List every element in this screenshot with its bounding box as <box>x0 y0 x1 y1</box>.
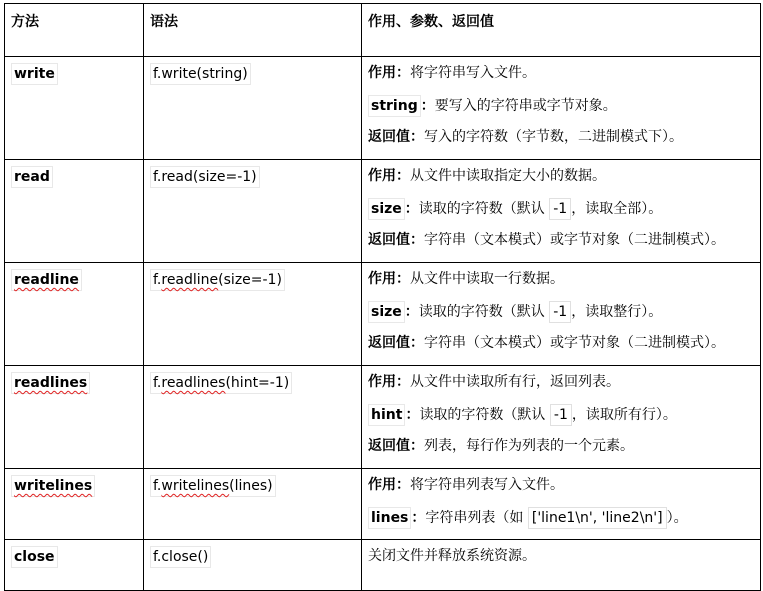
param-label: string <box>368 95 421 117</box>
syntax-part: writelines <box>161 478 230 494</box>
desc-text: 读取的字符数（默认 <box>418 304 550 320</box>
syntax-part: (lines) <box>229 478 273 494</box>
description-cell <box>362 540 761 591</box>
table-row <box>5 263 761 366</box>
syntax-part: f. <box>153 375 162 391</box>
desc-label: 返回值 <box>368 129 410 145</box>
method-cell <box>5 263 144 366</box>
desc-text: 从文件中读取所有行，返回列表。 <box>410 374 620 390</box>
syntax-code: f.close() <box>150 546 211 568</box>
syntax-cell <box>144 57 362 160</box>
desc-line: string ：要写入的字符串或字节对象。 <box>368 95 754 127</box>
desc-line: lines ：字符串列表（如 ['line1\n', 'line2\n'] ）。 <box>368 507 754 539</box>
table-row <box>5 469 761 540</box>
desc-line: 作用：从文件中读取所有行，返回列表。 <box>368 374 620 390</box>
syntax-code <box>150 475 276 497</box>
methods-table <box>4 3 761 591</box>
description-cell <box>362 160 761 263</box>
desc-text: 将字符串写入文件。 <box>410 65 536 81</box>
table-row <box>5 57 761 160</box>
param-label: size <box>368 301 405 323</box>
inline-code: -1 <box>549 301 571 323</box>
syntax-part: (hint=-1) <box>225 375 290 391</box>
desc-text: 从文件中读取一行数据。 <box>410 271 564 287</box>
method-cell <box>5 469 144 540</box>
desc-label: 作用 <box>368 374 396 390</box>
syntax-part: f. <box>153 272 162 288</box>
method-name: write <box>11 63 58 85</box>
syntax-cell <box>144 540 362 591</box>
desc-line: 作用：将字符串列表写入文件。 <box>368 477 564 493</box>
desc-label: 返回值 <box>368 232 410 248</box>
desc-text: ，读取整行）。 <box>571 304 663 320</box>
header-description: 作用、参数、返回值 <box>362 4 761 57</box>
syntax-cell <box>144 263 362 366</box>
method-name: close <box>11 546 58 568</box>
syntax-part: readline <box>161 272 219 288</box>
desc-label: 返回值 <box>368 438 410 454</box>
desc-line: 作用：从文件中读取指定大小的数据。 <box>368 168 606 184</box>
desc-text: 要写入的字符串或字节对象。 <box>434 98 617 114</box>
desc-label: 返回值 <box>368 335 410 351</box>
header-syntax: 语法 <box>144 4 362 57</box>
header-method: 方法 <box>5 4 144 57</box>
param-label: size <box>368 198 405 220</box>
syntax-code <box>150 269 285 291</box>
desc-label: 作用 <box>368 271 396 287</box>
syntax-cell <box>144 469 362 540</box>
desc-text: 字符串（文本模式）或字节对象（二进制模式）。 <box>424 335 725 351</box>
desc-line: 返回值：列表，每行作为列表的一个元素。 <box>368 438 634 454</box>
desc-text: ）。 <box>666 510 688 526</box>
method-cell <box>5 540 144 591</box>
method-name: readline <box>11 269 82 291</box>
description-cell <box>362 263 761 366</box>
desc-line: 返回值：字符串（文本模式）或字节对象（二进制模式）。 <box>368 335 725 351</box>
inline-code: ['line1\n', 'line2\n'] <box>528 507 667 529</box>
syntax-code <box>150 372 292 394</box>
param-label: lines <box>368 507 411 529</box>
desc-text: 从文件中读取指定大小的数据。 <box>410 168 606 184</box>
syntax-part: readlines <box>161 375 226 391</box>
desc-text: 将字符串列表写入文件。 <box>410 477 564 493</box>
method-name: read <box>11 166 53 188</box>
inline-code: -1 <box>550 404 572 426</box>
desc-line: 返回值：字符串（文本模式）或字节对象（二进制模式）。 <box>368 232 725 248</box>
method-cell <box>5 160 144 263</box>
description-cell <box>362 57 761 160</box>
desc-line: size ：读取的字符数（默认 -1 ，读取整行）。 <box>368 301 754 333</box>
desc-text: 写入的字符数（字节数，二进制模式下）。 <box>424 129 683 145</box>
desc-label: 作用 <box>368 477 396 493</box>
desc-line: size ：读取的字符数（默认 -1 ，读取全部）。 <box>368 198 754 230</box>
table-row <box>5 540 761 591</box>
description-cell <box>362 469 761 540</box>
desc-text: ，读取全部）。 <box>571 201 663 217</box>
desc-label: 作用 <box>368 65 396 81</box>
table-header-row <box>5 4 761 57</box>
method-cell <box>5 57 144 160</box>
table-row <box>5 160 761 263</box>
desc-line: 作用：从文件中读取一行数据。 <box>368 271 564 287</box>
syntax-code: f.read(size=-1) <box>150 166 260 188</box>
syntax-cell <box>144 366 362 469</box>
method-cell <box>5 366 144 469</box>
desc-text: 字符串列表（如 <box>425 510 528 526</box>
syntax-cell <box>144 160 362 263</box>
table-row <box>5 366 761 469</box>
syntax-part: (size=-1) <box>218 272 282 288</box>
desc-text: 列表，每行作为列表的一个元素。 <box>424 438 634 454</box>
desc-line: 返回值：写入的字符数（字节数，二进制模式下）。 <box>368 129 683 145</box>
method-name: writelines <box>11 475 95 497</box>
desc-text: 读取的字符数（默认 <box>418 201 550 217</box>
description-cell <box>362 366 761 469</box>
param-label: hint <box>368 404 405 426</box>
inline-code: -1 <box>549 198 571 220</box>
syntax-code: f.write(string) <box>150 63 251 85</box>
syntax-part: f. <box>153 478 162 494</box>
desc-line: 作用：将字符串写入文件。 <box>368 65 536 81</box>
desc-text: 字符串（文本模式）或字节对象（二进制模式）。 <box>424 232 725 248</box>
desc-text: 读取的字符数（默认 <box>419 407 550 423</box>
desc-label: 作用 <box>368 168 396 184</box>
desc-text: ，读取所有行）。 <box>571 407 677 423</box>
desc-text: 关闭文件并释放系统资源。 <box>368 548 536 564</box>
desc-line: hint ：读取的字符数（默认 -1 ，读取所有行）。 <box>368 404 754 436</box>
method-name: readlines <box>11 372 90 394</box>
